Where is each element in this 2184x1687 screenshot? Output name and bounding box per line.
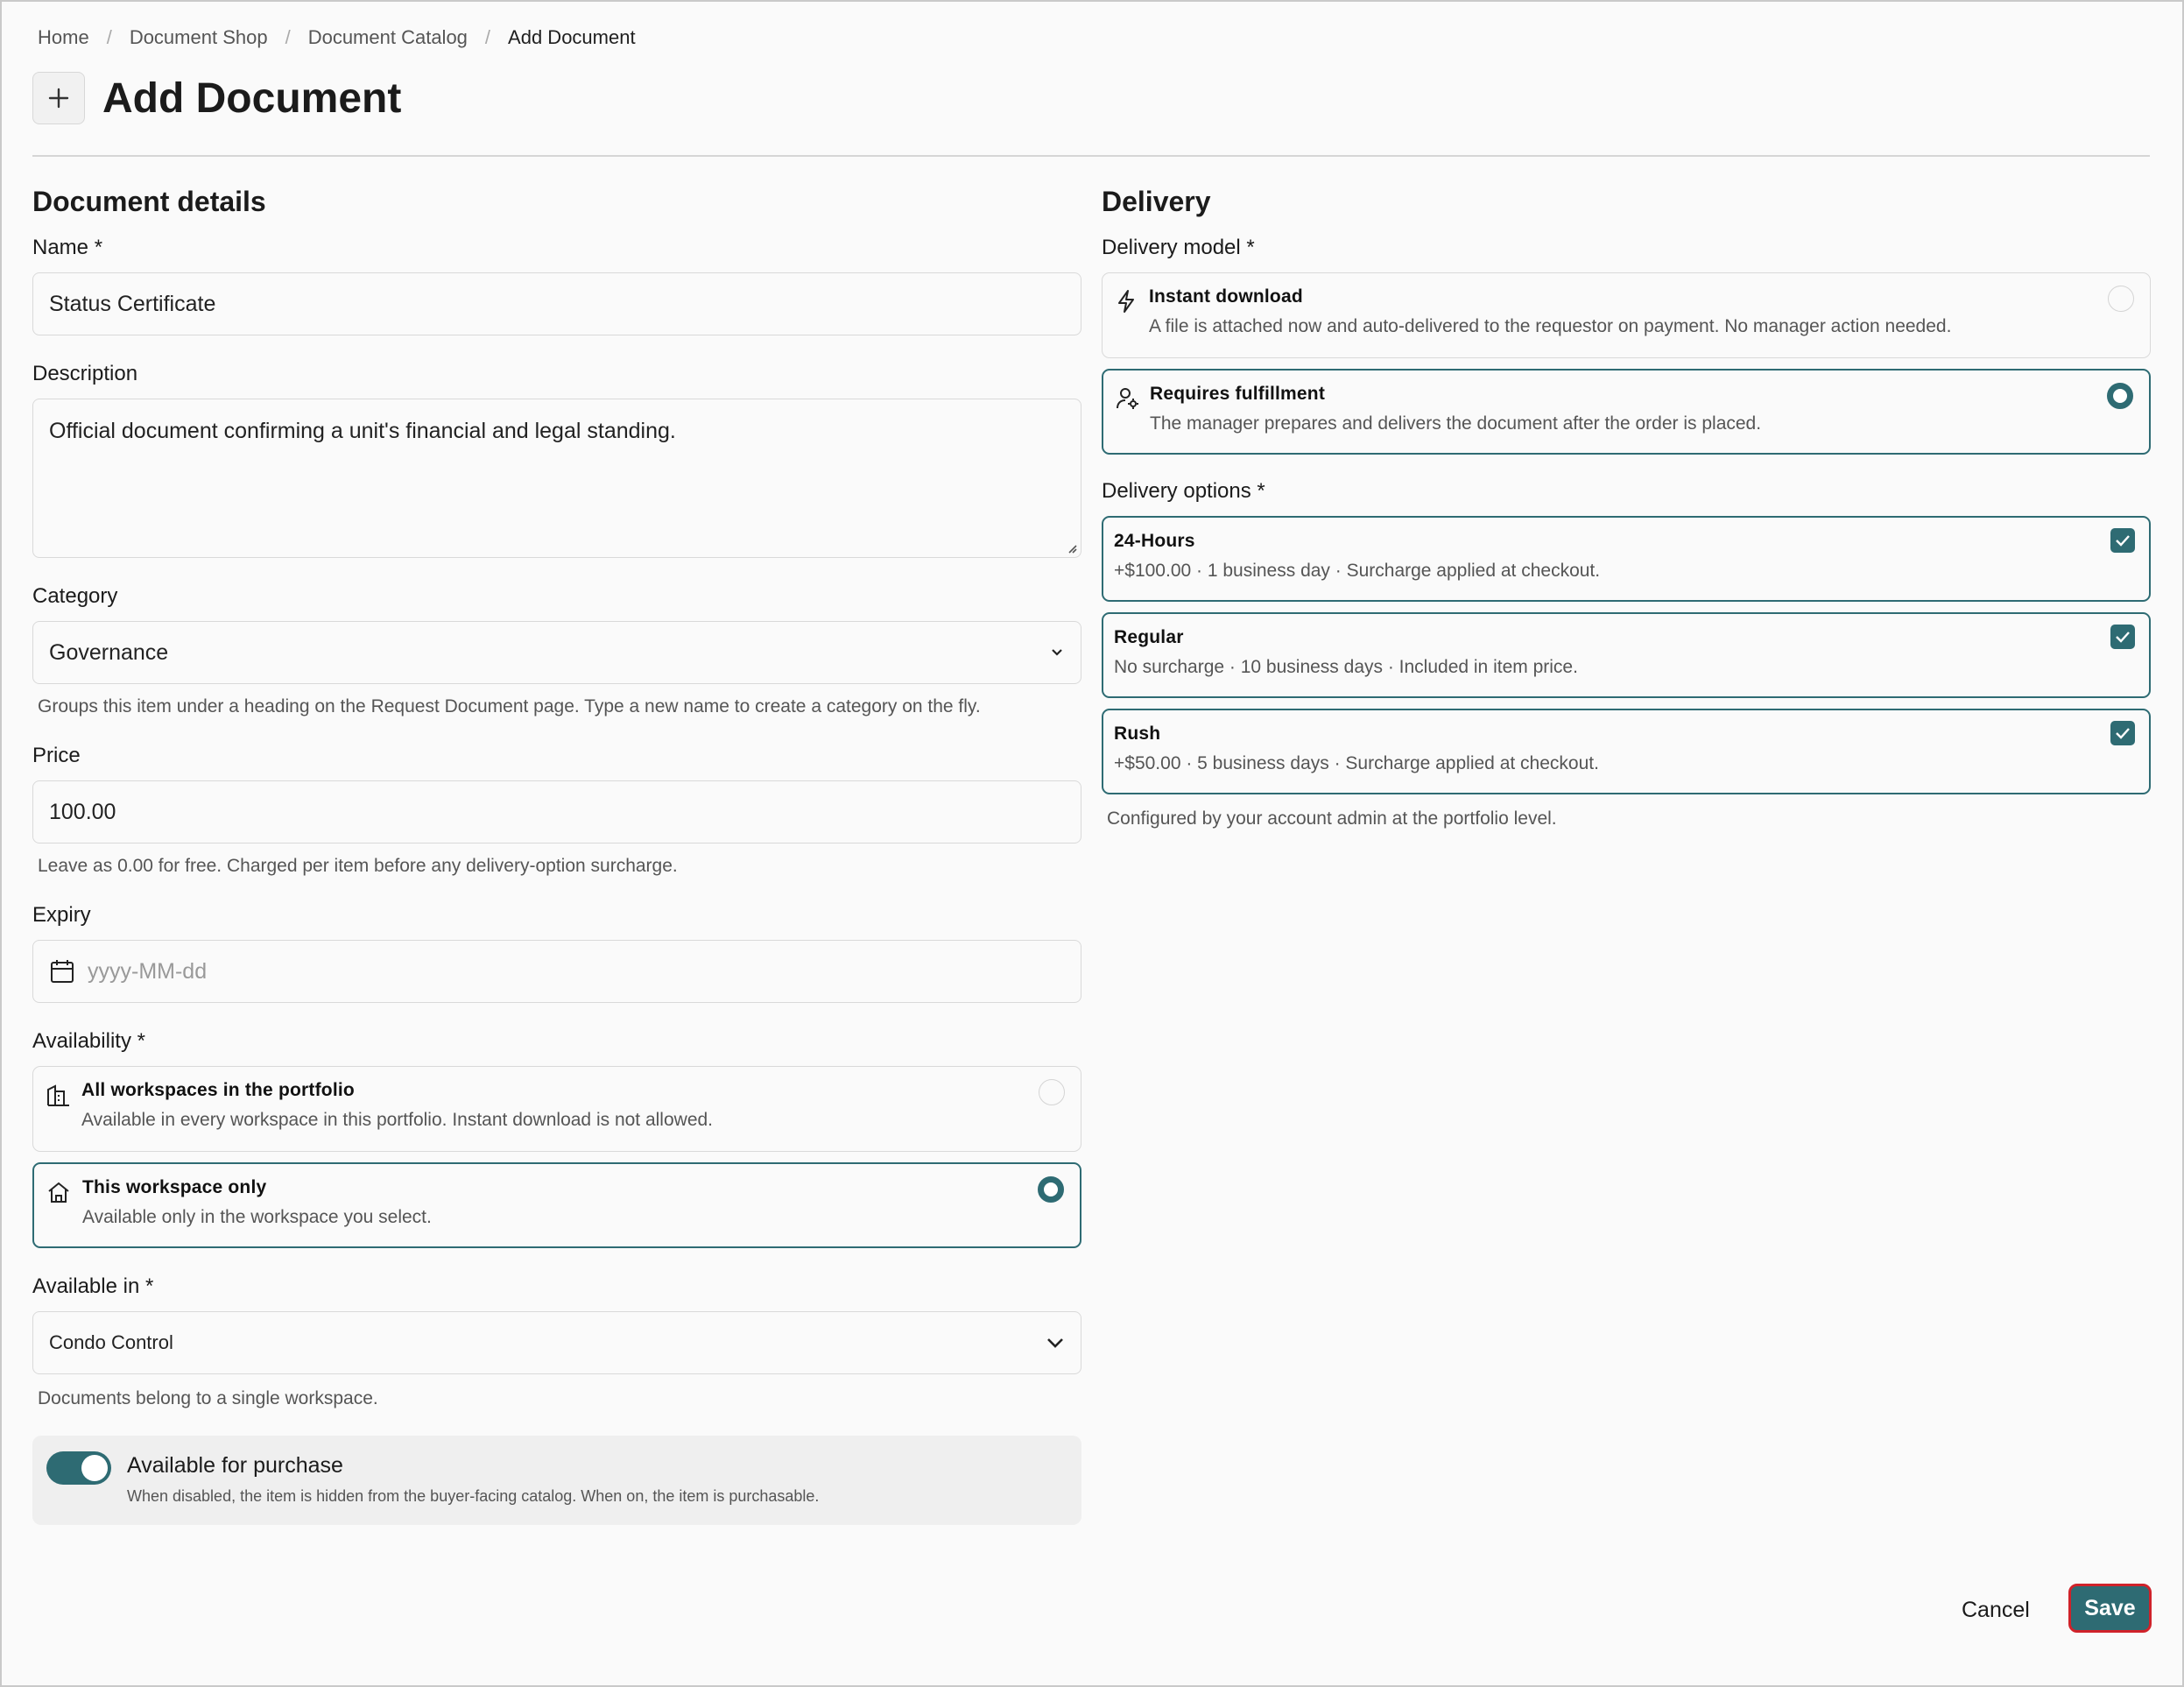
option-description: +$100.00 · 1 business day · Surcharge applied at checkout.	[1114, 561, 1601, 581]
delivery-option-regular[interactable]	[1102, 612, 2151, 698]
description-value: Official document confirming a unit's financial and legal standing.	[49, 419, 676, 443]
chevron-down-icon	[1046, 1337, 1065, 1349]
chevron-down-icon	[1049, 647, 1065, 658]
breadcrumb-document-shop[interactable]: Document Shop	[129, 26, 268, 48]
price-input[interactable]	[32, 780, 1081, 844]
available-in-label: Available in *	[32, 1274, 154, 1298]
delivery-options-label: Delivery options *	[1102, 479, 1265, 503]
name-label: Name *	[32, 236, 103, 259]
delivery-section	[1102, 186, 2151, 829]
page-title: Add Document	[102, 74, 402, 122]
calendar-icon[interactable]	[49, 958, 75, 985]
description-label: Description	[32, 362, 138, 385]
availability-option-all-workspaces[interactable]	[32, 1066, 1081, 1152]
option-description: Available in every workspace in this portfolio. Instant download is not allowed.	[81, 1110, 714, 1130]
breadcrumb-separator: /	[285, 26, 291, 48]
radio-button-selected[interactable]	[1038, 1176, 1064, 1203]
option-description: No surcharge · 10 business days · Included in item price.	[1114, 657, 1578, 677]
category-value: Governance	[49, 639, 169, 665]
document-details-section	[32, 186, 1081, 1525]
availability-option-this-workspace[interactable]	[32, 1162, 1081, 1248]
breadcrumb-home[interactable]: Home	[38, 26, 89, 48]
delivery-option-24-hours[interactable]	[1102, 516, 2151, 602]
available-in-select[interactable]	[32, 1311, 1081, 1374]
toggle-knob	[81, 1455, 108, 1481]
cancel-button[interactable]: Cancel	[1962, 1589, 2030, 1631]
delivery-model-instant-download[interactable]	[1102, 272, 2151, 358]
toggle-description: When disabled, the item is hidden from the buyer-facing catalog. When on, the item is purchasable.	[127, 1487, 820, 1505]
option-title: This workspace only	[82, 1177, 267, 1197]
option-title: 24-Hours	[1114, 531, 1195, 551]
category-help: Groups this item under a heading on the Request Document page. Type a new name to create a category on the fly.	[38, 696, 981, 716]
radio-button[interactable]	[2108, 286, 2134, 312]
save-button[interactable]: Save	[2068, 1584, 2152, 1633]
radio-button-selected[interactable]	[2107, 383, 2133, 409]
expiry-date-input[interactable]	[32, 940, 1081, 1003]
page-header	[32, 72, 401, 124]
name-input[interactable]	[32, 272, 1081, 335]
breadcrumb-document-catalog[interactable]: Document Catalog	[307, 26, 468, 48]
option-description: A file is attached now and auto-delivered to the requestor on payment. No manager action needed.	[1149, 316, 1952, 336]
delivery-model-label: Delivery model *	[1102, 236, 1255, 259]
category-label: Category	[32, 584, 118, 608]
available-in-help: Documents belong to a single workspace.	[38, 1388, 378, 1408]
breadcrumb-current: Add Document	[508, 26, 636, 48]
option-title: Rush	[1114, 724, 1161, 744]
checkbox-checked[interactable]	[2110, 625, 2135, 649]
available-in-value: Condo Control	[49, 1331, 173, 1353]
home-icon	[46, 1180, 71, 1209]
available-for-purchase-toggle[interactable]	[46, 1451, 111, 1485]
availability-label: Availability *	[32, 1029, 145, 1053]
section-title-delivery: Delivery	[1102, 186, 1211, 217]
check-icon	[2115, 727, 2131, 739]
check-icon	[2115, 534, 2131, 547]
option-title: All workspaces in the portfolio	[81, 1080, 355, 1100]
price-label: Price	[32, 744, 81, 767]
checkbox-checked[interactable]	[2110, 721, 2135, 745]
check-icon	[2115, 631, 2131, 643]
option-description: +$50.00 · 5 business days · Surcharge applied at checkout.	[1114, 753, 1599, 773]
breadcrumb-separator: /	[484, 26, 491, 48]
checkbox-checked[interactable]	[2110, 528, 2135, 553]
expiry-label: Expiry	[32, 903, 91, 927]
header-divider	[32, 155, 2150, 157]
price-value: 100.00	[49, 799, 116, 824]
breadcrumb-separator: /	[106, 26, 112, 48]
option-description: Available only in the workspace you select.	[82, 1207, 432, 1227]
radio-button[interactable]	[1039, 1079, 1065, 1105]
resize-grip-icon[interactable]	[1066, 542, 1078, 554]
option-description: The manager prepares and delivers the document after the order is placed.	[1150, 413, 1762, 434]
toggle-title: Available for purchase	[127, 1453, 343, 1478]
section-title-document-details: Document details	[32, 186, 266, 217]
delivery-options-help: Configured by your account admin at the portfolio level.	[1107, 808, 1557, 829]
option-title: Regular	[1114, 627, 1184, 647]
available-for-purchase-panel	[32, 1436, 1081, 1525]
lightning-icon	[1115, 289, 1138, 318]
breadcrumb	[38, 25, 636, 51]
description-textarea[interactable]	[32, 399, 1081, 558]
category-select[interactable]	[32, 621, 1081, 684]
option-title: Instant download	[1149, 286, 1303, 307]
option-title: Requires fulfillment	[1150, 384, 1326, 404]
price-help: Leave as 0.00 for free. Charged per item before any delivery-option surcharge.	[38, 856, 678, 876]
name-input-value: Status Certificate	[49, 291, 216, 316]
plus-icon	[32, 72, 85, 124]
user-gear-icon	[1116, 386, 1140, 415]
expiry-placeholder: yyyy-MM-dd	[88, 958, 208, 984]
delivery-option-rush[interactable]	[1102, 709, 2151, 794]
delivery-model-requires-fulfillment[interactable]	[1102, 369, 2151, 455]
building-icon	[46, 1083, 70, 1112]
